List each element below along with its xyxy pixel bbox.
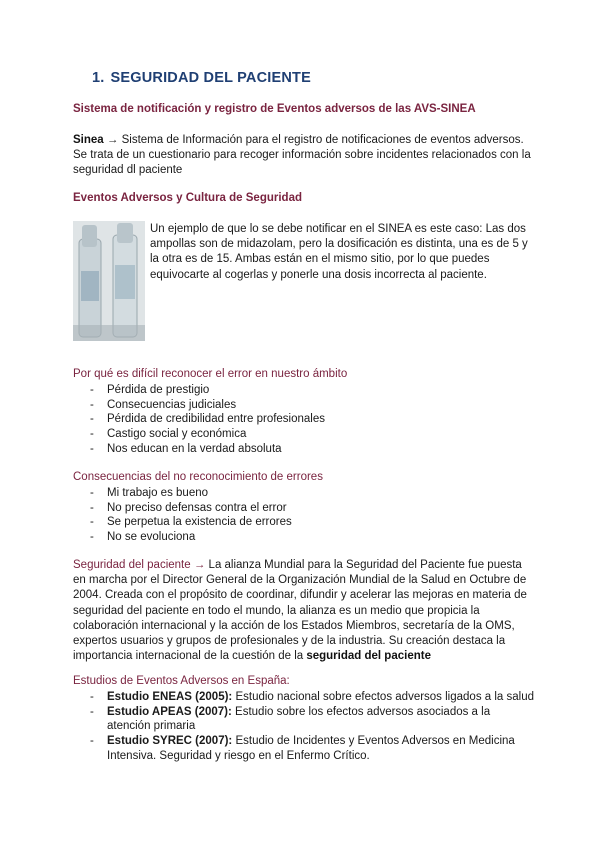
study-name: Estudio APEAS (2007): [107, 705, 232, 718]
list-item: - Castigo social y económica [90, 427, 510, 442]
eventos-section-title: Eventos Adversos y Cultura de Seguridad [73, 192, 302, 204]
sinea-term: Sinea [73, 134, 104, 146]
ampoules-photo [73, 221, 145, 341]
sinea-text: Sistema de Información para el registro de notificaciones de eventos adversos. Se trata de un cuestionario para recoger información sobre incidentes relacionados con la seguridad dl paciente [73, 134, 531, 177]
why-hard-title: Por qué es difícil reconocer el error en nuestro ámbito [73, 368, 348, 380]
study-desc: Estudio de Incidentes y Eventos Adversos en Medicina Intensiva. Seguridad y riesgo en el Enfermo Crítico. [107, 735, 515, 762]
sinea-paragraph [73, 133, 535, 179]
patient-safety-bold: seguridad del paciente [306, 650, 431, 663]
list-item: - No se evoluciona [90, 530, 510, 545]
list-item: - Pérdida de credibilidad entre profesionales [90, 412, 510, 427]
heading-title: SEGURIDAD DEL PACIENTE [110, 70, 311, 86]
list-item: - Se perpetua la existencia de errores [90, 515, 510, 530]
why-hard-list [90, 383, 510, 457]
consequences-list [90, 486, 510, 545]
eventos-example-text: Un ejemplo de que lo se debe notificar en el SINEA es este caso: Las dos ampollas son de midazolam, pero la dosificación es distinta, una es de 5 y la otra es de 15. Ambas están en el mismo sitio, por lo que puedes equivocarte al cogerlas y ponerle una dosis incorrecta al paciente. [150, 223, 528, 281]
list-item: - Mi trabajo es bueno [90, 486, 510, 501]
sinea-section-title: Sistema de notificación y registro de Eventos adversos de las AVS-SINEA [73, 103, 476, 115]
list-item: - Consecuencias judiciales [90, 398, 510, 413]
patient-safety-paragraph [73, 558, 535, 664]
studies-title: Estudios de Eventos Adversos en España: [73, 675, 290, 687]
ampoules-image [73, 221, 145, 341]
patient-safety-label: Seguridad del paciente → [73, 559, 206, 571]
study-name: Estudio ENEAS (2005): [107, 691, 233, 703]
studies-list [90, 690, 536, 764]
study-desc: Estudio nacional sobre efectos adversos ligados a la salud [235, 691, 534, 703]
list-item [90, 734, 536, 763]
list-item: - Nos educan en la verdad absoluta [90, 442, 510, 457]
consequences-title: Consecuencias del no reconocimiento de errores [73, 471, 323, 483]
list-item [90, 690, 536, 705]
study-name: Estudio SYREC (2007): [107, 735, 233, 748]
heading-number: 1. [92, 70, 105, 86]
list-item: - Pérdida de prestigio [90, 383, 510, 398]
study-desc: Estudio sobre los efectos adversos asociados a la atención primaria [107, 705, 491, 733]
sinea-arrow: → [106, 134, 119, 146]
page-title [92, 70, 311, 86]
list-item [90, 705, 536, 734]
list-item: - No preciso defensas contra el error [90, 501, 510, 516]
patient-safety-text: La alianza Mundial para la Seguridad del Paciente fue puesta en marcha por el Director General de la Organización Mundial de la Salud en Octubre de 2004. Creada con el propósito de coordinar, difundir y acelerar las mejoras en materia de seguridad del paciente en todo el mundo, la alianza es un medio que propicia la colaboración internacional y la acción de los Estados Miembros, secretaría de la OMS, expertos usuarios y grupos de profesionales y de la industria. Su creación destaca la importancia internacional de la cuestión de la [73, 559, 527, 663]
